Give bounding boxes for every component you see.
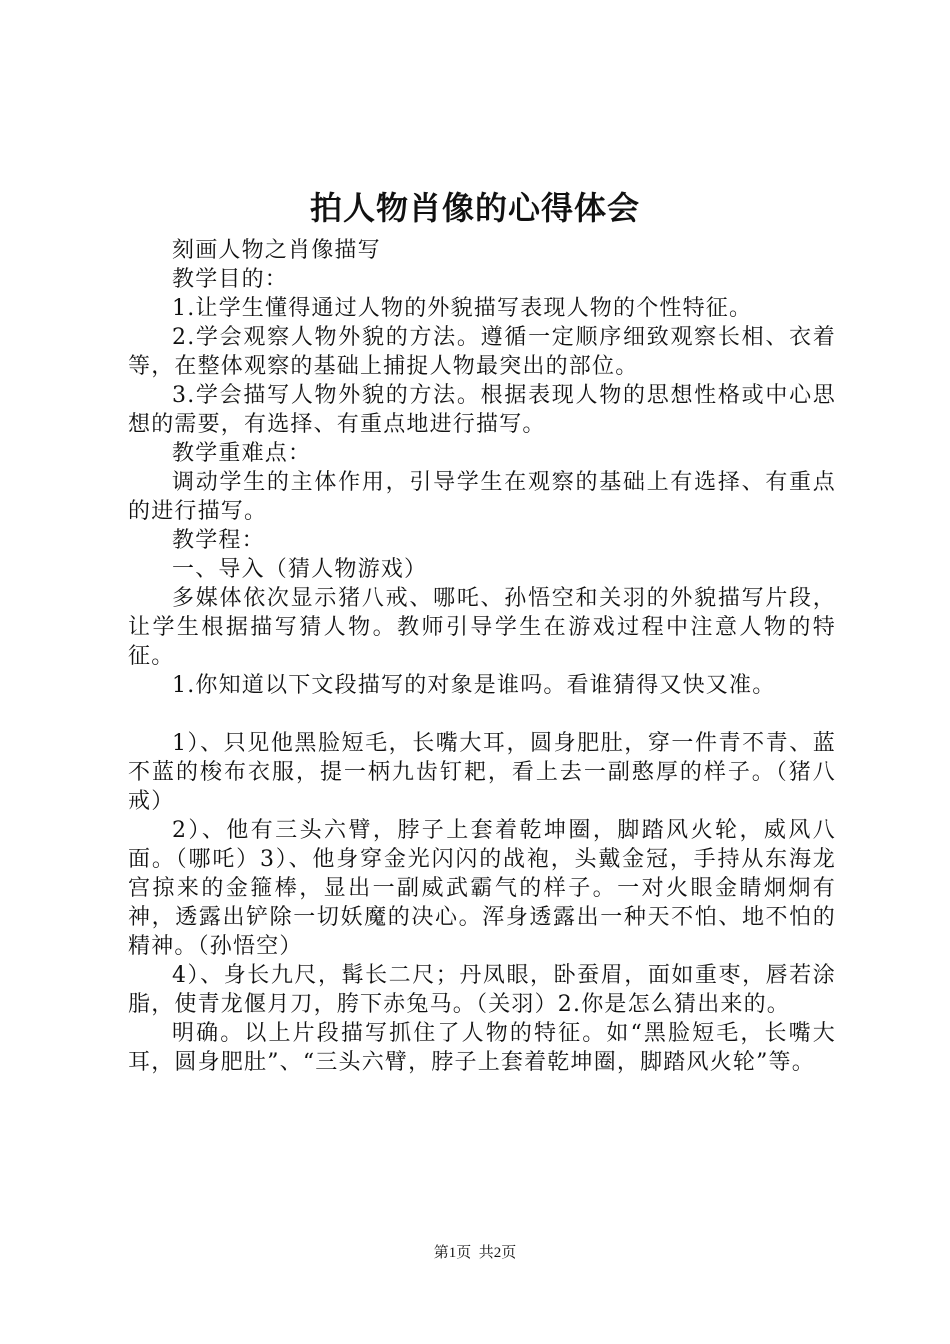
paragraph-objective-2: 2.学会观察人物外貌的方法。遵循一定顺序细致观察长相、衣着等，在整体观察的基础上捕捉人物最突出的部位。 (128, 325, 836, 379)
paragraph-objectives-heading: 教学目的： (172, 267, 289, 292)
document-title: 拍人物肖像的心得体会 (309, 189, 640, 227)
paragraph-key-points: 调动学生的主体作用，引导学生在观察的基础上有选择、有重点的进行描写。 (128, 470, 836, 524)
paragraph-subtitle: 刻画人物之肖像描写 (172, 238, 381, 263)
paragraph-intro-heading: 一、导入（猜人物游戏） (172, 557, 428, 582)
paragraph-intro: 多媒体依次显示猪八戒、哪吒、孙悟空和关羽的外貌描写片段，让学生根据描写猜人物。教师引导学生在游戏过程中注意人物的特征。 (128, 586, 836, 669)
paragraph-question-1: 1.你知道以下文段描写的对象是谁吗。看谁猜得又快又准。 (172, 673, 776, 698)
paragraph-conclusion: 明确。以上片段描写抓住了人物的特征。如“黑脸短毛，长嘴大耳，圆身肥肚”、“三头六臂，脖子上套着乾坤圈，脚踏风火轮”等。 (128, 1021, 836, 1075)
paragraph-example-4: 4）、身长九尺，髯长二尺；丹凤眼，卧蚕眉，面如重枣，唇若涂脂，使青龙偃月刀，胯下赤兔马。（关羽）2.你是怎么猜出来的。 (128, 963, 836, 1017)
paragraph-key-points-heading: 教学重难点： (172, 441, 312, 466)
paragraph-objective-1: 1.让学生懂得通过人物的外貌描写表现人物的个性特征。 (172, 296, 753, 321)
page-footer: 第1页 共2页 (433, 1245, 517, 1261)
paragraph-example-2-3: 2）、他有三头六臂，脖子上套着乾坤圈，脚踏风火轮，威风八面。（哪吒）3）、他身穿金光闪闪的战袍，头戴金冠，手持从东海龙宫掠来的金箍棒，显出一副威武霸气的样子。一对火眼金睛炯炯有神，透露出铲除一切妖魔的决心。浑身透露出一种天不怕、地不怕的精神。（孙悟空） (128, 818, 836, 959)
document-body (128, 236, 836, 1077)
paragraph-objective-3: 3.学会描写人物外貌的方法。根据表现人物的思想性格或中心思想的需要，有选择、有重点地进行描写。 (128, 383, 836, 437)
paragraph-example-1: 1）、只见他黑脸短毛，长嘴大耳，圆身肥肚，穿一件青不青、蓝不蓝的梭布衣服，提一柄九齿钉耙，看上去一副憨厚的样子。（猪八戒） (128, 731, 836, 814)
paragraph-process-heading: 教学程： (172, 528, 265, 553)
